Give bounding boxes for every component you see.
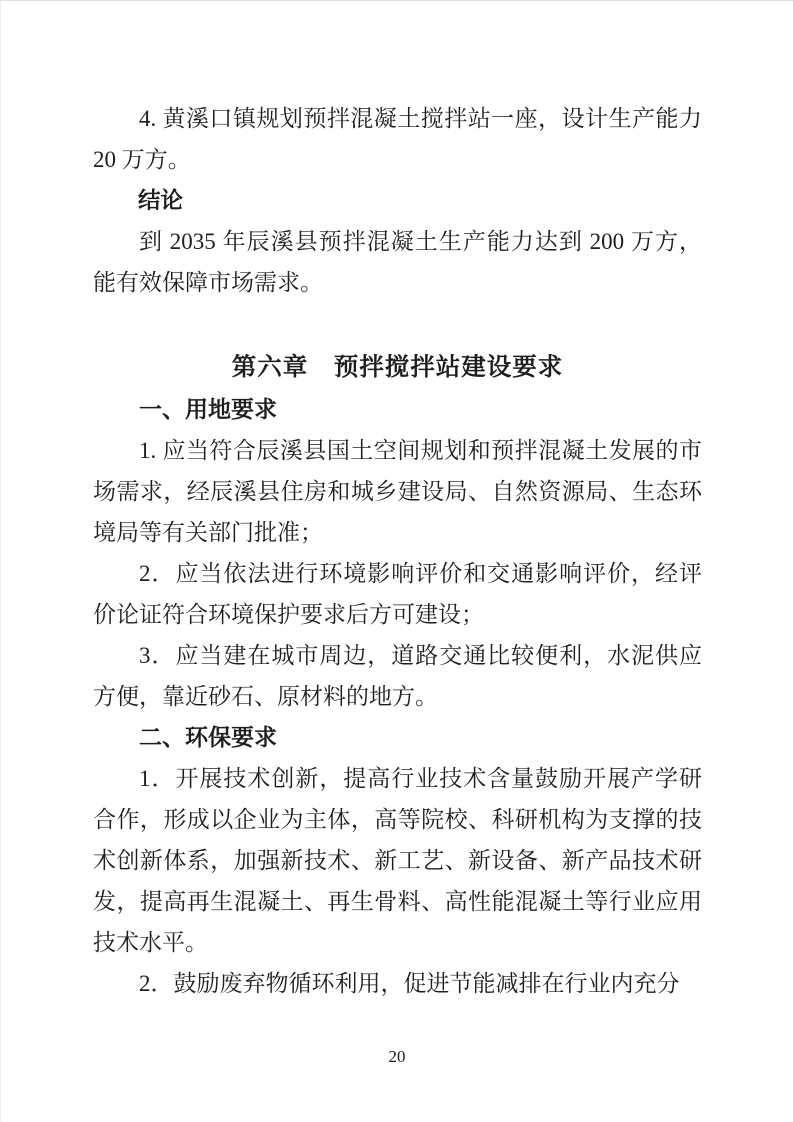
body-paragraph-land-item2: 2．应当依法进行环境影响评价和交通影响评价，经评价论证符合环境保护要求后方可建设；: [93, 561, 702, 627]
body-paragraph-land-item3: 3．应当建在城市周边，道路交通比较便利，水泥供应方便，靠近砂石、原材料的地方。: [93, 643, 702, 709]
section-heading-environmental-requirements: 二、环保要求: [139, 724, 277, 750]
conclusion-paragraph: 到 2035 年辰溪县预拌混凝土生产能力达到 200 万方，能有效保障市场需求。: [93, 229, 702, 295]
page-content: [93, 98, 702, 1004]
section-heading-land-requirements: 一、用地要求: [139, 396, 277, 422]
body-paragraph-item4: 4. 黄溪口镇规划预拌混凝土搅拌站一座，设计生产能力 20 万方。: [93, 106, 702, 172]
chapter-heading: 第六章 预拌搅拌站建设要求: [231, 354, 564, 381]
page-number: 20: [388, 1047, 406, 1066]
body-paragraph-env-item2: 2．鼓励废弃物循环利用，促进节能减排在行业内充分: [139, 971, 680, 996]
body-paragraph-env-item1: 1．开展技术创新，提高行业技术含量鼓励开展产学研合作，形成以企业为主体，高等院校、科研机构为支撑的技术创新体系，加强新技术、新工艺、新设备、新产品技术研发，提高再生混凝土、再生骨料、高性能混凝土等行业应用技术水平。: [93, 766, 702, 955]
conclusion-label: 结论: [138, 188, 184, 213]
body-paragraph-land-item1: 1. 应当符合辰溪县国土空间规划和预拌混凝土发展的市场需求，经辰溪县住房和城乡建设局、自然资源局、生态环境局等有关部门批准；: [93, 438, 702, 545]
